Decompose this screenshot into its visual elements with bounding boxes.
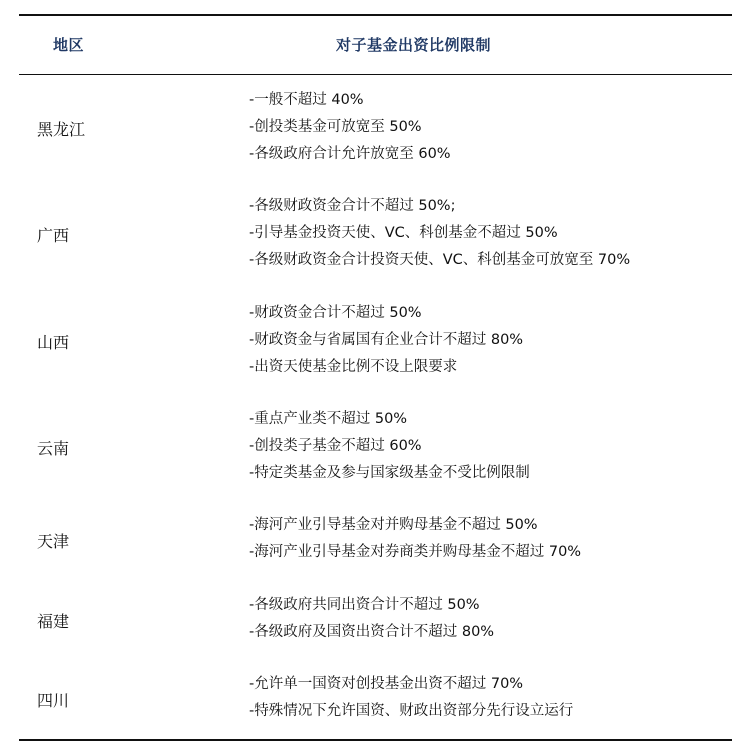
row-region: 四川 (37, 691, 70, 710)
list-item: -创投类基金可放宽至 50% (249, 119, 422, 135)
row-region: 天津 (37, 532, 70, 551)
list-item: -财政资金合计不超过 50% (249, 305, 422, 321)
table-header (19, 16, 732, 74)
list-item: -财政资金与省属国有企业合计不超过 80% (249, 332, 524, 348)
header-rule (19, 74, 732, 75)
list-item: -创投类子基金不超过 60% (249, 438, 422, 454)
list-item: -各级政府合计允许放宽至 60% (249, 146, 451, 162)
table-row (19, 594, 732, 648)
row-items (249, 302, 523, 383)
table-row (19, 673, 732, 727)
row-items (249, 594, 494, 648)
header-limit: 对子基金出资比例限制 (336, 36, 492, 54)
list-item: -特定类基金及参与国家级基金不受比例限制 (249, 465, 530, 481)
list-item: -出资天使基金比例不设上限要求 (249, 359, 458, 375)
row-region: 广西 (37, 226, 70, 245)
list-item: -一般不超过 40% (249, 92, 364, 108)
row-region: 黑龙江 (37, 120, 86, 139)
table-row (19, 302, 732, 383)
row-items (249, 408, 530, 489)
table-row (19, 514, 732, 568)
table-row (19, 89, 732, 170)
list-item: -特殊情况下允许国资、财政出资部分先行设立运行 (249, 703, 574, 719)
row-items (249, 514, 581, 568)
list-item: -允许单一国资对创投基金出资不超过 70% (249, 676, 524, 692)
row-region: 福建 (37, 612, 70, 631)
list-item: -重点产业类不超过 50% (249, 411, 408, 427)
row-items (249, 89, 451, 170)
list-item: -海河产业引导基金对并购母基金不超过 50% (249, 517, 538, 533)
list-item: -各级政府共同出资合计不超过 50% (249, 597, 480, 613)
table-row (19, 195, 732, 276)
header-region: 地区 (53, 36, 85, 54)
list-item: -海河产业引导基金对券商类并购母基金不超过 70% (249, 544, 582, 560)
row-region: 山西 (37, 333, 70, 352)
row-items (249, 195, 630, 276)
list-item: -各级财政资金合计不超过 50%; (249, 198, 456, 214)
table-bottom-rule (19, 739, 732, 741)
table-row (19, 408, 732, 489)
list-item: -各级财政资金合计投资天使、VC、科创基金可放宽至 70% (249, 252, 631, 268)
list-item: -各级政府及国资出资合计不超过 80% (249, 624, 495, 640)
row-region: 云南 (37, 439, 70, 458)
row-items (249, 673, 573, 727)
list-item: -引导基金投资天使、VC、科创基金不超过 50% (249, 225, 558, 241)
